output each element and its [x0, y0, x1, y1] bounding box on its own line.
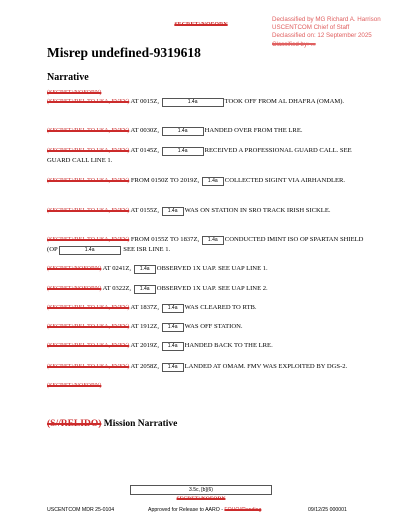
paragraph-pre: AT 2058Z, [129, 363, 161, 370]
paragraph-post: LANDED AT OMAM. FMV WAS EXPLOITED BY DGS-2. [184, 363, 348, 370]
classification-marking: (SECRET//REL TO USA, FVEY) [47, 364, 130, 370]
footer-center-strike: FOUO//Pending [224, 507, 262, 513]
paragraph-post-2: SEE ISR LINE 1. [121, 246, 171, 253]
classification-marking: (SECRET//NOFORN) [47, 90, 102, 96]
paragraph-pre: AT 0015Z, [129, 98, 161, 105]
paragraph-post: RECEIVED A PROFESSIONAL GUARD CALL. SEE GUARD CALL LINE 1. [47, 147, 352, 164]
redaction-box: 1.4a [162, 147, 204, 156]
declass-line-3: Declassified on: 12 September 2025 [272, 32, 372, 40]
paragraph-pre: AT 1837Z, [129, 304, 161, 311]
redaction-box: 1.4a [162, 323, 184, 332]
classification-marking: (SECRET//REL TO USA, FVEY) [47, 128, 130, 134]
paragraph-5 [47, 206, 365, 216]
paragraph-pre: AT 0030Z, [129, 127, 161, 134]
declassification-stamp [272, 16, 400, 49]
paragraph-post: HANDED BACK TO THE LRE. [184, 342, 273, 349]
paragraph-post: OBSERVED 1X UAP. SEE UAP LINE 2. [156, 285, 268, 292]
page-title: Misrep undefined-9319618 [47, 45, 201, 60]
paragraph-6 [47, 235, 365, 255]
classification-marking: (SECRET//REL TO USA, FVEY) [47, 305, 130, 311]
footer-right: 09/12/25 000001 [308, 507, 347, 513]
classification-marking: (SECRET//REL TO USA, FVEY) [47, 208, 130, 214]
redaction-box: 1.4a [134, 285, 156, 294]
redaction-box: 1.4a [162, 304, 184, 313]
paragraph-post: COLLECTED SIGINT VIA AIRHANDLER. [224, 177, 346, 184]
paragraph-7 [47, 264, 365, 274]
redaction-box: 1.4a [162, 342, 184, 351]
redaction-box: 1.4a [202, 177, 224, 186]
footer-redaction-box: 3.5c, [b](6) [130, 485, 272, 495]
paragraph-10 [47, 322, 365, 332]
classification-marking: (SECRET//REL TO USA, FVEY) [47, 343, 130, 349]
paragraph-pre: AT 0145Z, [129, 147, 161, 154]
paragraph-3 [47, 146, 365, 166]
paragraph-pre: AT 0155Z, [129, 207, 161, 214]
classification-marking: (SECRET//REL TO USA, FVEY) [47, 178, 130, 184]
redaction-box: 1.4a [134, 265, 156, 274]
classification-marking: (SECRET//REL TO USA, FVEY) [47, 324, 130, 330]
declass-line-2: USCENTCOM Chief of Staff [272, 24, 350, 32]
paragraph-4 [47, 176, 365, 186]
paragraph-8 [47, 284, 365, 294]
paragraph-13 [47, 381, 365, 391]
paragraph-pre: AT 2019Z, [129, 342, 161, 349]
declass-line-4: Classified by: ... [272, 40, 316, 48]
redaction-box: 1.4a [162, 127, 204, 136]
redaction-box: 1.4a [162, 363, 184, 372]
paragraph-pre: AT 0241Z, [101, 265, 133, 272]
paragraph-pre: FROM 0150Z TO 2019Z, [129, 177, 201, 184]
paragraph-post: WAS OFF STATION. [184, 323, 243, 330]
redaction-box: 1.4a [162, 207, 184, 216]
paragraph-pre: AT 0322Z, [101, 285, 133, 292]
footer-center-text: Approved for Release to AARO - [148, 507, 225, 513]
paragraph-2 [47, 126, 365, 136]
paragraph-1 [47, 97, 365, 107]
declass-line-1: Declassified by MG Richard A. Harrison [272, 16, 381, 23]
paragraph-9 [47, 303, 365, 313]
footer-left: USCENTCOM MDR 25-0104 [47, 507, 115, 513]
classification-marking: (SECRET//NOFORN) [47, 266, 102, 272]
paragraph-11 [47, 341, 365, 351]
paragraph-pre: AT 1912Z, [129, 323, 161, 330]
paragraph-post: HANDED OVER FROM THE LRE. [204, 127, 303, 134]
paragraph-post: TOOK OFF FROM AL DHAFRA (OMAM). [224, 98, 345, 105]
classification-marking: (SECRET//REL TO USA, FVEY) [47, 148, 130, 154]
redaction-box: 1.4a [202, 236, 224, 245]
paragraph-post: WAS ON STATION IN SRO TRACK IRISH SICKLE. [184, 207, 331, 214]
header-classification: SECRET//NOFORN [174, 22, 228, 28]
footer-center [148, 507, 261, 513]
classification-marking: (SECRET//NOFORN) [47, 383, 102, 389]
redaction-box: 1.4a [59, 246, 121, 255]
redaction-box: 1.4a [162, 98, 224, 107]
narrative-heading: Narrative [47, 72, 89, 83]
paragraph-pre: FROM 0155Z TO 1837Z, [129, 236, 201, 243]
paragraph-post: CONDUCTED IMINT ISO OP SPARTAN SHIELD (OP [47, 236, 364, 253]
classification-marking: (SECRET//NOFORN) [47, 286, 102, 292]
paragraph-post: WAS CLEARED TO RTB. [184, 304, 257, 311]
footer-classification: SECRET//NOFORN [176, 496, 226, 502]
classification-marking: (SECRET//REL TO USA, FVEY) [47, 99, 130, 105]
mission-narrative-heading [47, 419, 177, 429]
classification-marking: (S//RELIDO) [47, 419, 102, 429]
classification-marking: (SECRET//REL TO USA, FVEY) [47, 237, 130, 243]
mission-heading-text: Mission Narrative [101, 419, 178, 429]
paragraph-post: OBSERVED 1X UAP. SEE UAP LINE 1. [156, 265, 268, 272]
paragraph-12 [47, 362, 365, 372]
